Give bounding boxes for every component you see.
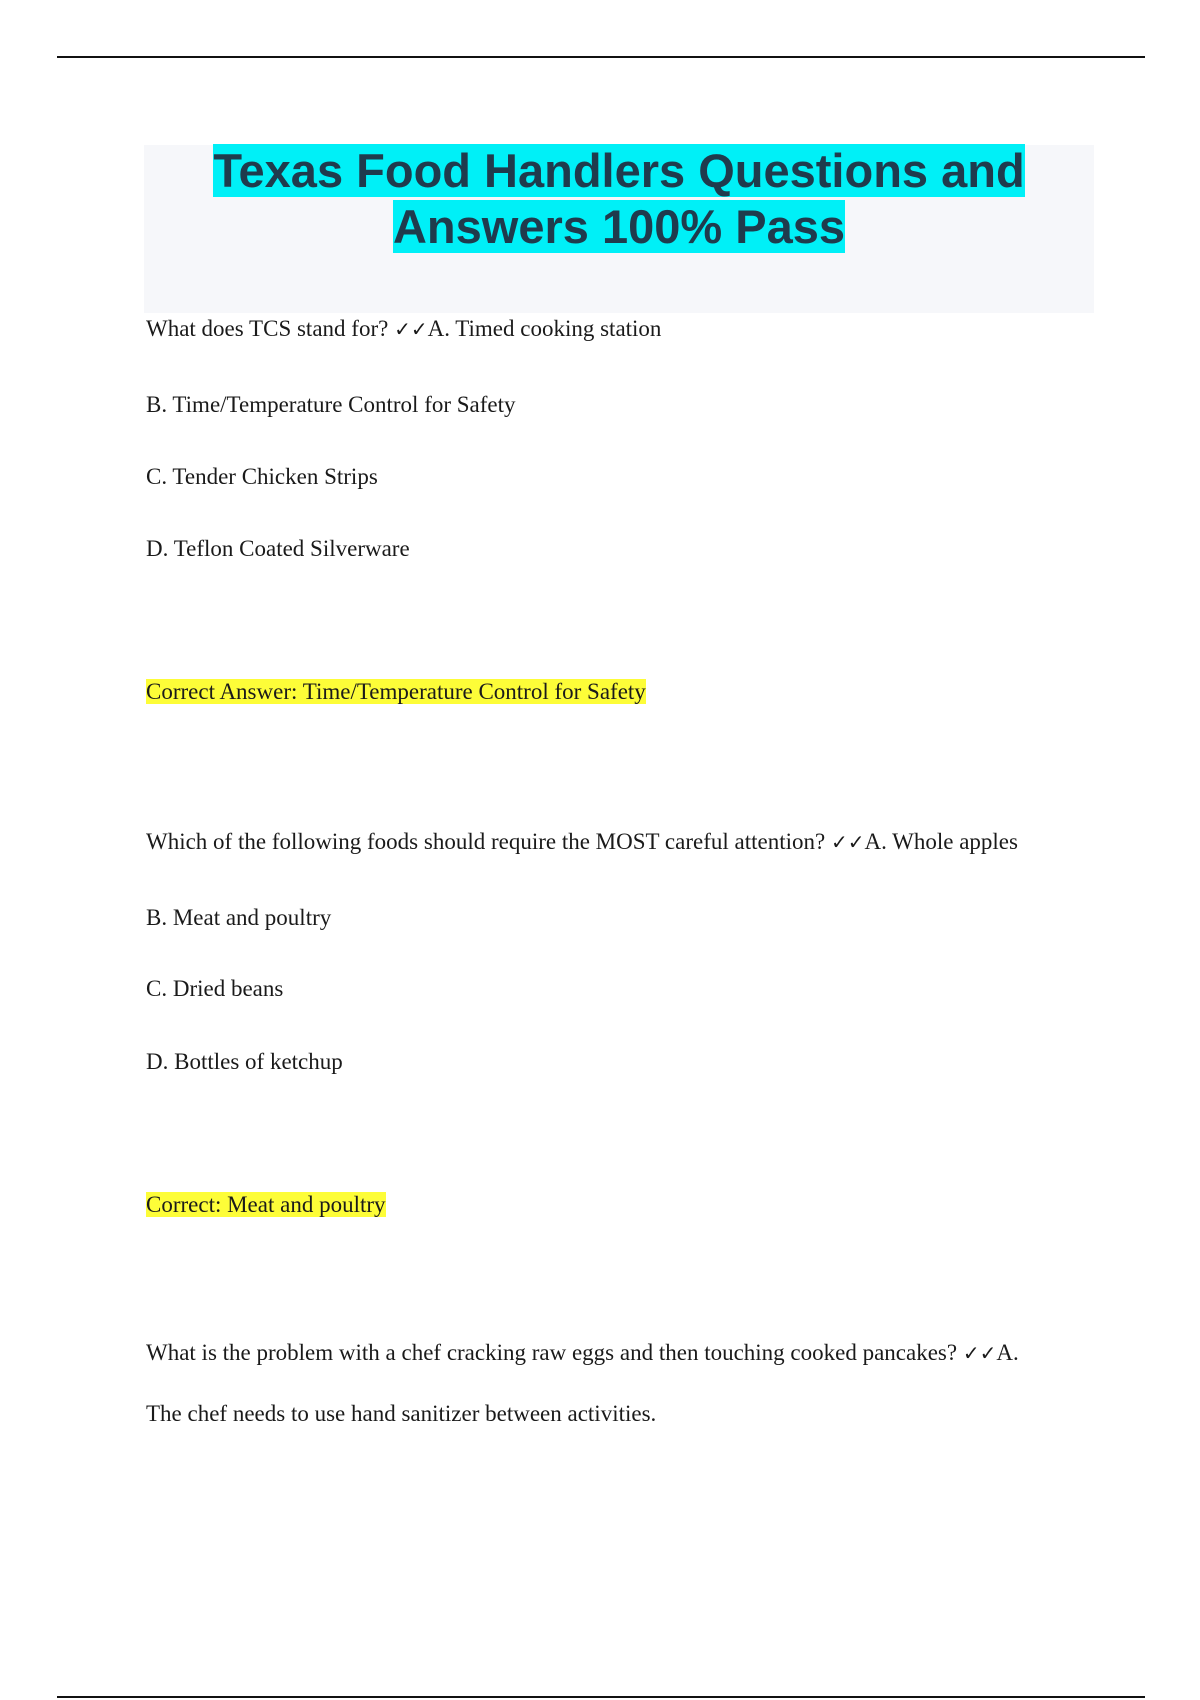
question-3-text: What is the problem with a chef cracking raw eggs and then touching cooked pancakes? [146, 1340, 958, 1365]
question-2-text: Which of the following foods should require the MOST careful attention? [146, 829, 826, 854]
question-2-option-d: D. Bottles of ketchup [146, 1049, 343, 1074]
question-2-option-b: B. Meat and poultry [146, 905, 332, 930]
question-1-option-b: B. Time/Temperature Control for Safety [146, 392, 516, 417]
check-mark-icon: ✓✓ [830, 830, 865, 854]
question-3-option-a-prefix: A. [996, 1340, 1019, 1365]
title-line-2: Answers 100% Pass [392, 200, 845, 253]
top-rule [57, 56, 1145, 58]
question-1-answer-highlight: Correct Answer: Time/Temperature Control for Safety [146, 679, 646, 704]
question-1-option-a: A. Timed cooking station [427, 316, 662, 341]
question-2-option-c: C. Dried beans [146, 976, 284, 1001]
title-line-1: Texas Food Handlers Questions and [213, 144, 1025, 197]
question-3 [146, 1339, 1019, 1367]
question-2-answer [146, 1191, 386, 1219]
question-3-option-a: The chef needs to use hand sanitizer between activities. [146, 1401, 657, 1426]
bottom-rule [57, 1696, 1145, 1698]
check-mark-icon: ✓✓ [962, 1341, 997, 1365]
question-2-option-a: A. Whole apples [864, 829, 1018, 854]
question-1-option-c: C. Tender Chicken Strips [146, 464, 378, 489]
check-mark-icon: ✓✓ [394, 317, 428, 341]
question-1-option-d: D. Teflon Coated Silverware [146, 536, 410, 561]
question-2-answer-highlight: Correct: Meat and poultry [146, 1192, 386, 1217]
question-1 [146, 315, 661, 343]
document-title [144, 143, 1094, 255]
question-1-answer [146, 678, 646, 706]
question-2 [146, 828, 1018, 856]
question-1-text: What does TCS stand for? [146, 316, 389, 341]
